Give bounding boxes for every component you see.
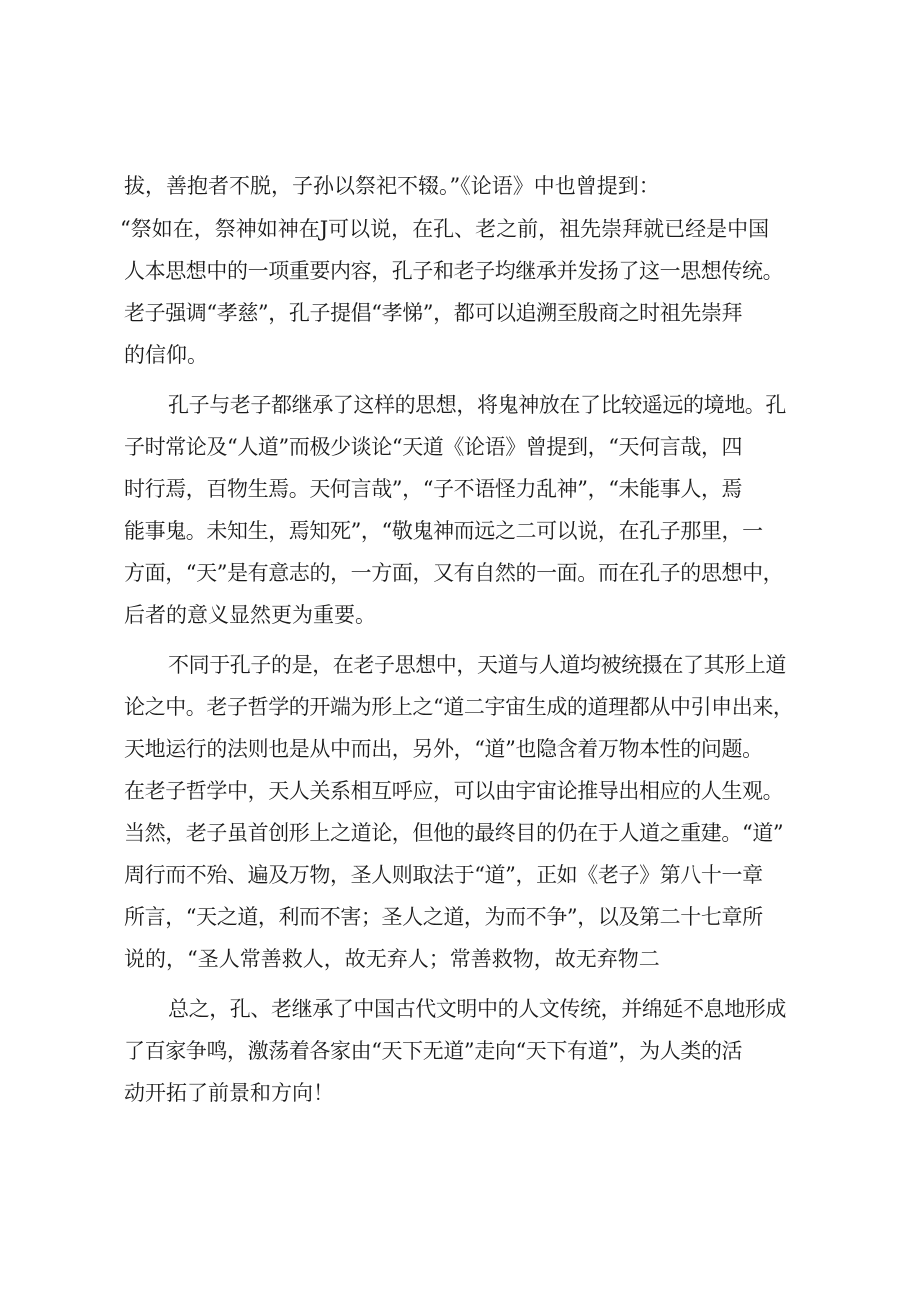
paragraph-3-line-5: 当然，老子虽首创形上之道论，但他的最终目的仍在于人道之重建。“道” (124, 821, 784, 845)
paragraph-1-line-3: 人本思想中的一项重要内容，孔子和老子均继承并发扬了这一思想传统。 (124, 259, 784, 283)
paragraph-3-line-4: 在老子哲学中，天人关系相互呼应，可以由宇宙论推导出相应的人生观。 (124, 779, 784, 803)
paragraph-1-line-4: 老子强调“孝慈”，孔子提倡“孝悌”，都可以追溯至殷商之时祖先崇拜 (124, 301, 743, 325)
paragraph-2-line-4: 能事鬼。未知生，焉知死”，“敬鬼神而远之二可以说，在孔子那里，一 (124, 519, 763, 543)
paragraph-4-line-2: 了百家争鸣，激荡着各家由“天下无道”走向“天下有道”，为人类的活 (124, 1039, 743, 1063)
paragraph-1-line-5: 的信仰。 (124, 343, 208, 367)
paragraph-3-line-1: 不同于孔子的是，在老子思想中，天道与人道均被统摄在了其形上道 (168, 653, 786, 677)
paragraph-2-line-2: 子时常论及“人道”而极少谈论“天道《论语》曾提到，“天何言哉，四 (124, 435, 743, 459)
paragraph-3-line-2: 论之中。老子哲学的开端为形上之“道二宇宙生成的道理都从中引申出来， (124, 695, 794, 719)
paragraph-2-line-6: 后者的意义显然更为重要。 (124, 603, 376, 627)
paragraph-3-line-8: 说的，“圣人常善救人，故无弃人；常善救物，故无弃物二 (124, 947, 660, 971)
paragraph-3-line-3: 天地运行的法则也是从中而出，另外，“道”也隐含着万物本性的问题。 (124, 737, 763, 761)
paragraph-2-line-1: 孔子与老子都继承了这样的思想，将鬼神放在了比较遥远的境地。孔 (168, 393, 786, 417)
paragraph-2-line-5: 方面，“天”是有意志的，一方面，又有自然的一面。而在孔子的思想中， (124, 561, 784, 585)
paragraph-2-line-3: 时行焉，百物生焉。天何言哉”，“子不语怪力乱神”，“未能事人，焉 (124, 477, 743, 501)
paragraph-4-line-1: 总之，孔、老继承了中国古代文明中的人文传统，并绵延不息地形成 (168, 997, 786, 1021)
paragraph-3-line-7: 所言，“天之道，利而不害；圣人之道，为而不争”，以及第二十七章所 (124, 905, 763, 929)
paragraph-1-line-1: 拔，善抱者不脱，子孙以祭祀不辍。”《论语》中也曾提到： (124, 174, 660, 198)
paragraph-1-line-2: “祭如在，祭神如神在J可以说，在孔、老之前，祖先崇拜就已经是中国 (120, 217, 770, 241)
paragraph-4-line-3: 动开拓了前景和方向！ (124, 1081, 334, 1105)
paragraph-3-line-6: 周行而不殆、遍及万物，圣人则取法于“道”，正如《老子》第八十一章 (124, 863, 763, 887)
